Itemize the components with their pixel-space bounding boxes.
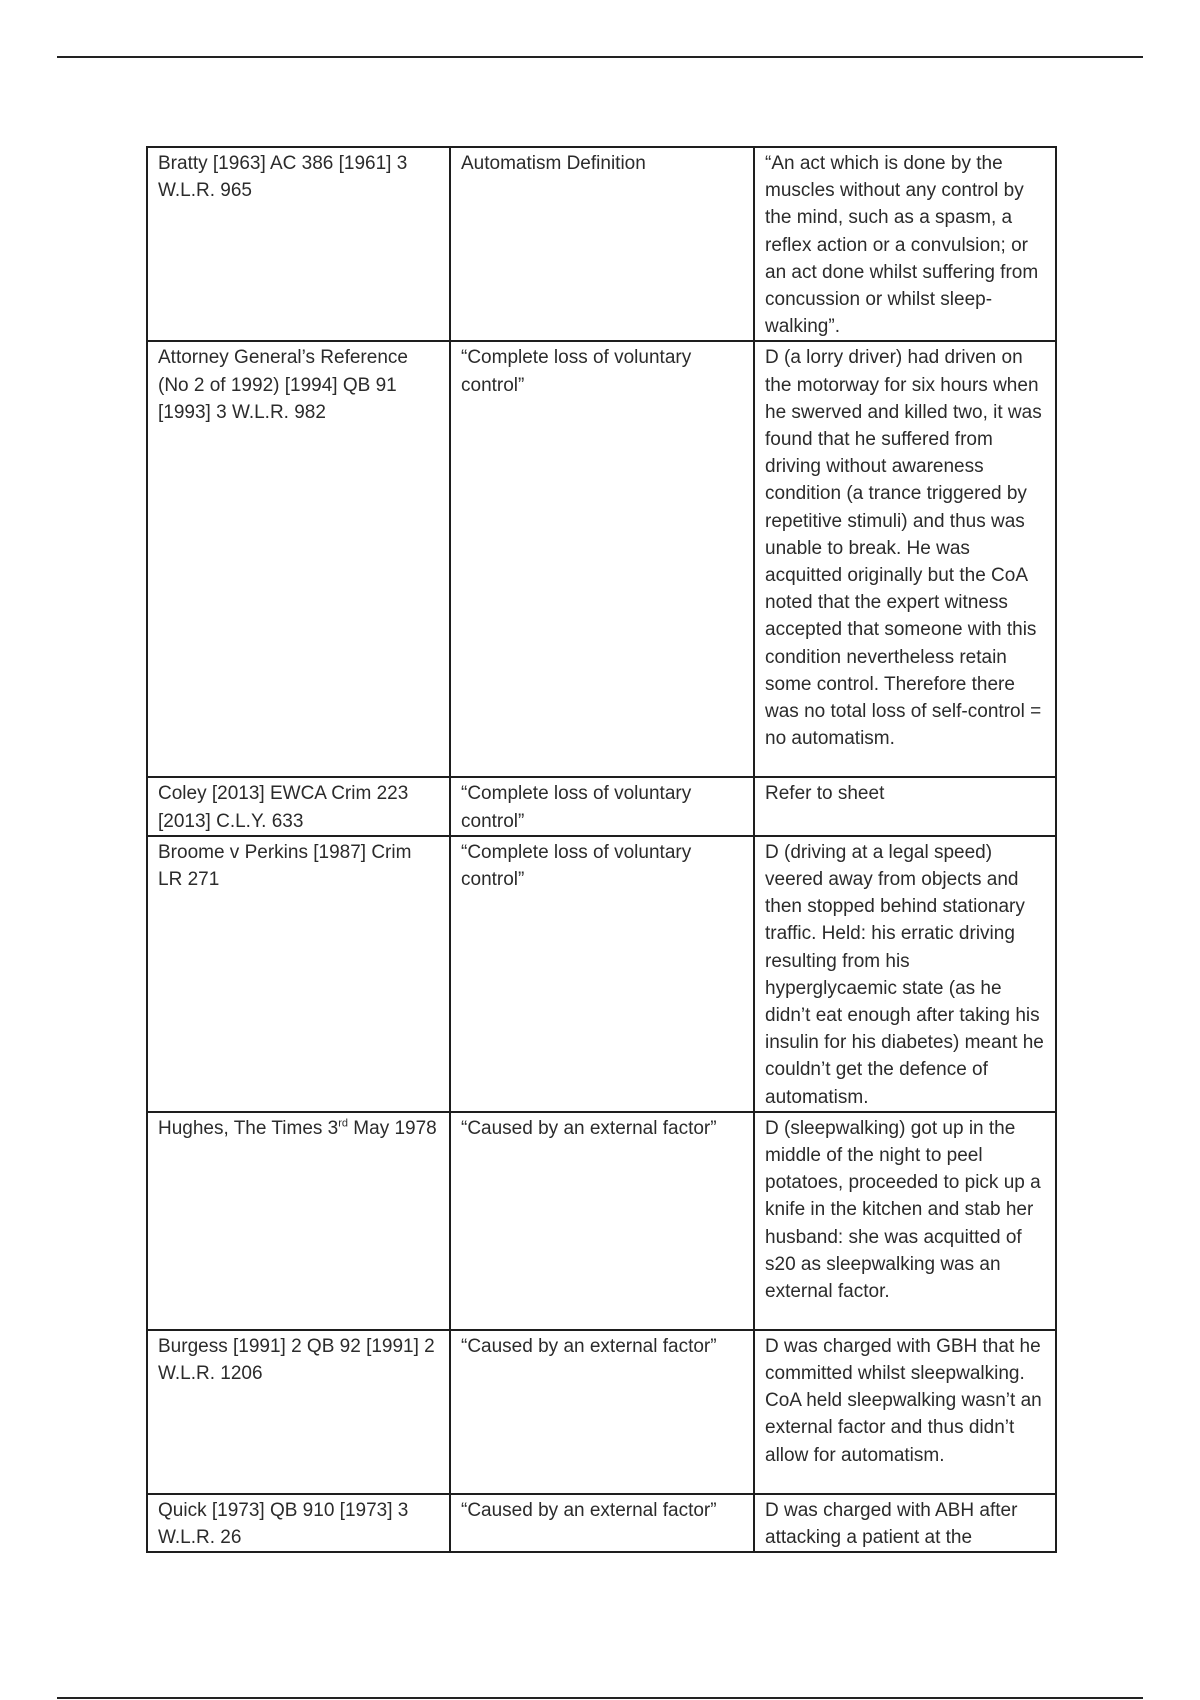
table-row bbox=[147, 1494, 1056, 1552]
citation-text: Hughes, The Times 3 bbox=[158, 1117, 339, 1139]
case-facts: Refer to sheet bbox=[754, 777, 1056, 835]
table-row bbox=[147, 836, 1056, 1112]
case-citation: Bratty [1963] AC 386 [1961] 3 W.L.R. 965 bbox=[147, 147, 450, 341]
case-citation: Burgess [1991] 2 QB 92 [1991] 2 W.L.R. 1206 bbox=[147, 1330, 450, 1494]
case-citation bbox=[147, 1112, 450, 1330]
case-citation: Broome v Perkins [1987] Crim LR 271 bbox=[147, 836, 450, 1112]
legal-principle: “Caused by an external factor” bbox=[450, 1494, 754, 1552]
case-facts: D (sleepwalking) got up in the middle of the night to peel potatoes, proceeded to pick up a knife in the kitchen and stab her husband: she was acquitted of s20 as sleepwalking was an external factor. bbox=[754, 1112, 1056, 1330]
case-citation: Attorney General’s Reference (No 2 of 1992) [1994] QB 91 [1993] 3 W.L.R. 982 bbox=[147, 341, 450, 777]
case-facts: “An act which is done by the muscles without any control by the mind, such as a spasm, a reflex action or a convulsion; or an act done whilst suffering from concussion or whilst sleep-walking”. bbox=[754, 147, 1056, 341]
case-facts: D (a lorry driver) had driven on the motorway for six hours when he swerved and killed two, it was found that he suffered from driving without awareness condition (a trance triggered by repetitive stimuli) and thus was unable to break. He was acquitted originally but the CoA noted that the expert witness accepted that someone with this condition nevertheless retain some control. Therefore there was no total loss of self-control = no automatism. bbox=[754, 341, 1056, 777]
case-citation: Quick [1973] QB 910 [1973] 3 W.L.R. 26 bbox=[147, 1494, 450, 1552]
table-row bbox=[147, 147, 1056, 341]
case-facts: D was charged with ABH after attacking a patient at the bbox=[754, 1494, 1056, 1552]
table-row bbox=[147, 1330, 1056, 1494]
case-facts: D was charged with GBH that he committed whilst sleepwalking. CoA held sleepwalking wasn’t an external factor and thus didn’t allow for automatism. bbox=[754, 1330, 1056, 1494]
legal-principle: “Caused by an external factor” bbox=[450, 1112, 754, 1330]
legal-principle: “Complete loss of voluntary control” bbox=[450, 836, 754, 1112]
legal-principle: Automatism Definition bbox=[450, 147, 754, 341]
legal-principle: “Caused by an external factor” bbox=[450, 1330, 754, 1494]
table-row bbox=[147, 1112, 1056, 1330]
case-facts: D (driving at a legal speed) veered away from objects and then stopped behind stationary traffic. Held: his erratic driving resulting from his hyperglycaemic state (as he didn’t eat enough after taking his insulin for his diabetes) meant he couldn’t get the defence of automatism. bbox=[754, 836, 1056, 1112]
case-citation: Coley [2013] EWCA Crim 223 [2013] C.L.Y. 633 bbox=[147, 777, 450, 835]
header-rule bbox=[57, 56, 1143, 58]
legal-principle: “Complete loss of voluntary control” bbox=[450, 777, 754, 835]
ordinal-suffix: rd bbox=[338, 1117, 349, 1130]
case-table bbox=[146, 146, 1057, 1553]
legal-principle: “Complete loss of voluntary control” bbox=[450, 341, 754, 777]
table-row bbox=[147, 341, 1056, 777]
table-row bbox=[147, 777, 1056, 835]
footer-rule bbox=[57, 1697, 1143, 1699]
citation-text: May 1978 bbox=[348, 1117, 437, 1139]
